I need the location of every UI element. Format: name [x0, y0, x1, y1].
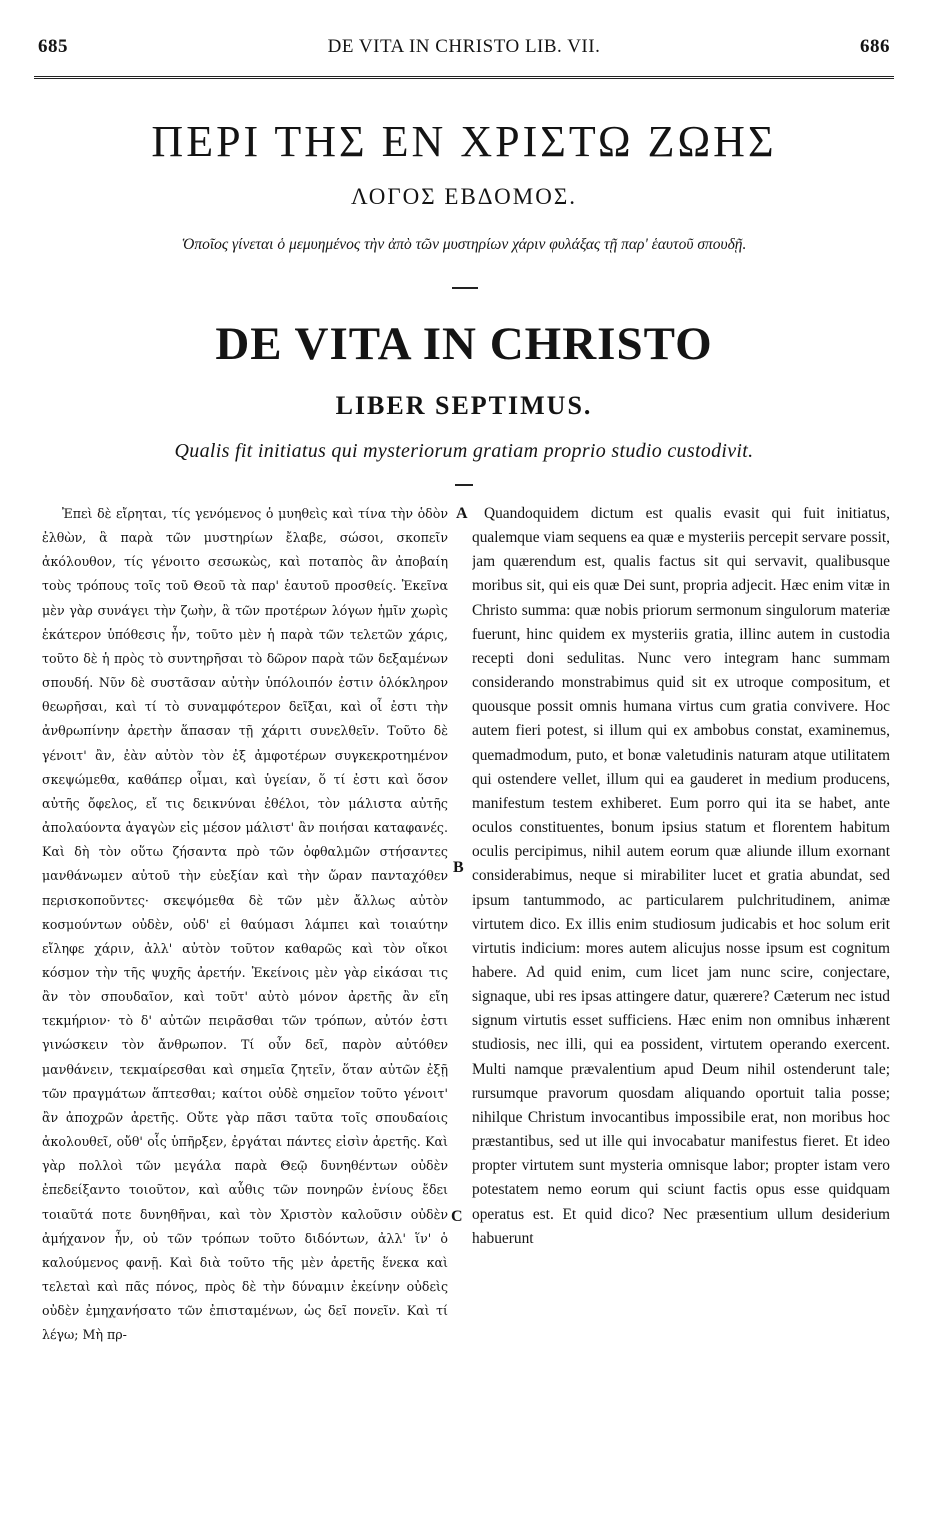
greek-summary: Ὁποῖος γίνεται ὁ μεμυημένος τὴν ἀπὸ τῶν μυστηρίων χάριν φυλάξας τῇ παρ' ἑαυτοῦ σπουδῇ. [181, 236, 747, 253]
divider-dash [455, 484, 473, 486]
margin-marker-b: B [453, 859, 464, 876]
margin-marker-a: A [456, 505, 468, 522]
greek-book-heading: ΛΟΓΟΣ ΕΒΔΟΜΟΣ. [351, 184, 577, 209]
greek-column [42, 502, 448, 1472]
greek-paragraph: Ἐπεὶ δὲ εἴρηται, τίς γενόμενος ὁ μυηθεὶς καὶ τίνα τὴν ὁδὸν ἐλθὼν, ἃ παρὰ τῶν μυστηρίων ἔλαβε, σώσοι, σκοπεῖν ἀκόλουθον, τίς γένοιτο σεσωκὼς, καὶ ποταπὸς ἂν ἀποβαίη τοὺς τρόπους τοῖς τοῦ Θεοῦ τὰ παρ' ἑαυτοῦ προσθείς. Ἐκεῖνα μὲν γὰρ συνάγει τὴν ζωὴν, ἃ τῶν προτέρων λόγων ἡμῖν χωρὶς ἑκάτερον ὑπόθεσις ἦν, τοῦτο μὲν ἡ παρὰ τῶν τελετῶν χάρις, τοῦτο δὲ ἡ πρὸς τὸ συντηρῆσαι τὸ δῶρον παρὰ τῶν δεξαμένων σπουδή. Νῦν δὲ συστᾶσαν αὐτὴν ὑπόλοιπόν ἐστιν ὁλόκληρον θεωρῆσαι, καὶ τί τὸ συναμφότερον δεῖξαι, καὶ οἷ ἐστι τὴν ἀνθρωπίνην ἀρετὴν ἅπασαν τῇ χάριτι συνελθεῖν. Τοῦτο δὲ γένοιτ' ἂν, ἐὰν αὐτὸν τὸν ἐξ ἀμφοτέρων συγκεκροτημένον σκεψώμεθα, καθάπερ οἶμαι, καὶ ὑγείαν, ὅ τί ἐστι καὶ ὅσον αὐτῆς ὄφελος, εἴ τις δεικνύναι ἐθέλοι, τὸν μάλιστα αὐτῆς ἀπολαύοντα ἀγαγὼν εἰς μέσον μάλιστ' ἂν ποιήσαι καταφανές. Καὶ δὴ τὸν οὕτω ζήσαντα πρὸ τῶν ὀφθαλμῶν στήσαντες μανθάνωμεν αὐτοῦ τὴν εὐεξίαν καὶ τὴν ὥραν πανταχόθεν περισκοποῦντες· σκεψόμεθα δὲ τῶν μὲν ἄλλως αὐτὸν κοσμούντων οὐδὲν, οὐδ' εἰ θαύμασι λάμπει καὶ τοιαύτην εἴληφε χάριν, ἀλλ' αὐτὸν τοῦτον καθαρῶς καὶ τὸν οἴκοι κόσμον τὴν τῆς ψυχῆς ἀρετήν. Ἐκείνοις μὲν γὰρ εἰκάσαι τις ἂν τὸν σπουδαῖον, καὶ τοῦτ' αὐτὸ μόνον ἀρετῆς ἂν εἴη τεκμήριον· τὸ δ' αὐτῶν πειρᾶσθαι τῶν τρόπων, αὐτόν ἐστι γινώσκειν τὸν ἄνθρωπον. Τί οὖν δεῖ, παρὸν αὐτόθεν μανθάνειν, τεκμαίρεσθαι καὶ σημεῖα ζητεῖν, ὅταν αὐτῶν ἐξῇ τῶν πραγμάτων ἅπτεσθαι; καίτοι οὐδὲ σημεῖον τοῦτο γένοιτ' ἂν ἀποχρῶν ἀρετῆς. Οὔτε γὰρ πᾶσι ταῦτα τοῖς σπουδαίοις ἀκολουθεῖ, οὔθ' οἷς ὑπῆρξεν, ἐργάται πάντες εἰσὶν ἀρετῆς. Καὶ γὰρ πολλοὶ τῶν μεγάλα παρὰ Θεῷ δυνηθέντων οὐδὲν ἐπεδείξαντο τοιοῦτον, καὶ αὖθις τῶν πονηρῶν ἐνίους ἔδει τοιαῦτά ποτε δυνηθῆναι, καὶ τὸν Χριστὸν καλοῦσιν οὐδὲν ἀμήχανον ἦν, οὐ τῶν τρόπων τοῦτο διδόντων, ἀλλ' ἵν' ὁ καλούμενος φανῇ. Καὶ διὰ τοῦτο τῆς μὲν ἀρετῆς ἕνεκα καὶ τελεταὶ καὶ πᾶς πόνος, πρὸς δὲ τὴν δύναμιν ἐκείνην οὐδεὶς οὐδὲν ἐμηχανήσατο τῶν ἐπισταμένων, ὡς δεῖ πονεῖν. Καὶ τί λέγω; Μὴ πρ- [42, 506, 448, 1343]
latin-paragraph: Quandoquidem dictum est qualis evasit qui fuit initiatus, qualemque viam sequens ea quæ e mysteriis percepit servare possit, jam quærendum est, qualis factus sit qui servavit, qualibusque moribus sit, qui eis quæ Dei sunt, propria adjecit. Hæc enim vitæ in Christo summa: quæ nobis priorum sermonum singulorum materiæ fuerunt, hinc quidem ex mysteriis gratia, illinc autem in custodia recepti doni sedulitas. Nunc vero integram hanc summam considerando monstrabimus quid sit ex utroque compositum, et quousque possit omnis humana virtus cum gratia convivere. Hoc autem fieri potest, si illum qui ex ambobus constat, examinemus, quemadmodum, puto, et bonæ valetudinis naturam atque utilitatem qui ostendere vellet, illum qui ea gauderet in medium producens, manifestum testem exhiberet. Eum porro qui ita se habet, ante oculos constituentes, bonum ipsius statum et florentem habitum oculis percipimus, nihil autem eorum quæ aliunde illum exornant considerabimus, neque si mirabiliter lucet et gratia abundat, sed ipsum tantummodo, ac particularem pulchritudinem, animæ virtutem dico. Ex illis enim studiosum judicabis et hoc solum erit virtutis indicium: mores autem alicujus nosse ipsum est cognitum habere. Ad quid enim, cum licet jam nunc scire, conjectare, signaque, ubi res ipsas attingere datur, quærere? Cæterum nec istud signum virtutis esset sufficiens. Hæc enim non omnibus inhærent studiosis, nec illi, qui ea possident, virtutem operando exercent. Multi namque prævalentium apud Deum nihil ostenderunt tale; rursumque pravorum quosdam aliquando oportuit talia posse; nihilque Christum invocantibus impossibile erat, non moribus hoc præstantibus, sed ut ille qui invocabatur manifestus fieret. Et ideo propter virtutem sunt mysteria omnisque labor; propter istam vero potestatem nemo eorum qui sciunt factis opus esse quidquam operatus est. Et quid dico? Nec præsentium ullum desiderium habuerunt [472, 505, 890, 1247]
latin-summary: Qualis fit initiatus qui mysteriorum gratiam proprio studio custodivit. [174, 440, 754, 462]
page-number-left: 685 [38, 36, 68, 57]
running-title: DE VITA IN CHRISTO LIB. VII. [327, 36, 601, 57]
latin-column [472, 502, 890, 1472]
margin-marker-c: C [451, 1208, 463, 1225]
running-head [38, 36, 890, 58]
latin-title: DE VITA IN CHRISTO [215, 318, 713, 370]
divider-dash [452, 287, 478, 289]
header-rule [34, 76, 894, 79]
greek-title: ΠΕΡΙ ΤΗΣ ΕΝ ΧΡΙΣΤΩ ΖΩΗΣ [151, 117, 777, 166]
page-number-right: 686 [860, 36, 890, 57]
latin-book-heading: LIBER SEPTIMUS. [335, 391, 593, 420]
